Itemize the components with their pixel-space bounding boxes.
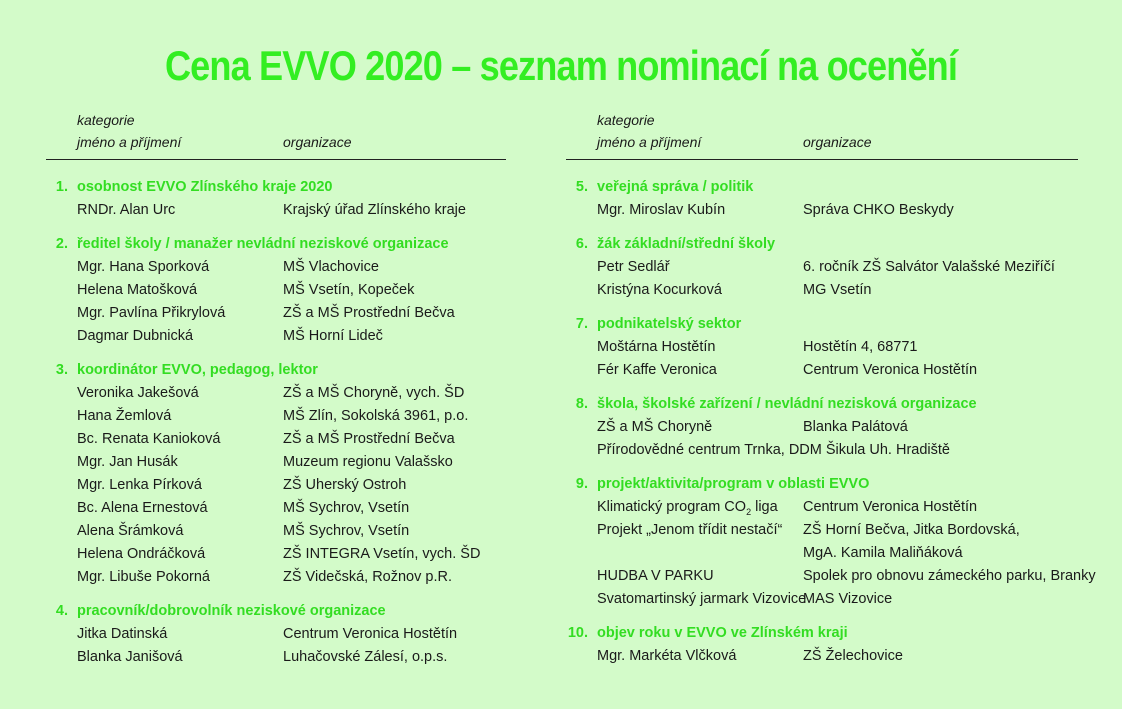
nominee-organization: MŠ Vsetín, Kopeček bbox=[283, 282, 415, 298]
nominee-organization: Muzeum regionu Valašsko bbox=[283, 454, 453, 470]
category-heading bbox=[566, 175, 1078, 198]
nominee-organization: ZŠ INTEGRA Vsetín, vych. ŠD bbox=[283, 546, 481, 562]
category-label: ředitel školy / manažer nevládní neziskové organizace bbox=[77, 236, 449, 252]
nominee-row bbox=[46, 324, 506, 347]
nominee-row bbox=[46, 473, 506, 496]
category-number: 3. bbox=[55, 362, 68, 378]
nominee-name bbox=[597, 499, 778, 517]
header-organization: organizace bbox=[283, 134, 352, 150]
category-gap bbox=[566, 221, 1078, 232]
category-heading bbox=[46, 599, 506, 622]
nominee-row bbox=[566, 541, 1078, 564]
nominee-row bbox=[46, 198, 506, 221]
nominee-name: ZŠ a MŠ Choryně bbox=[597, 419, 713, 435]
nominee-name: Mgr. Markéta Vlčková bbox=[597, 648, 737, 664]
nominee-name: Petr Sedlář bbox=[597, 259, 670, 275]
category-heading bbox=[46, 175, 506, 198]
header-category: kategorie bbox=[77, 112, 135, 128]
nominee-name: Helena Ondráčková bbox=[77, 546, 206, 562]
category-gap bbox=[566, 610, 1078, 621]
right-list bbox=[566, 160, 1096, 667]
nominee-name: Svatomartinský jarmark Vizovice bbox=[597, 591, 807, 607]
category-label: pracovník/dobrovolník neziskové organizace bbox=[77, 603, 386, 619]
nominee-row bbox=[46, 255, 506, 278]
category-gap bbox=[566, 301, 1078, 312]
nominee-organization: Centrum Veronica Hostětín bbox=[803, 499, 978, 515]
category-number: 1. bbox=[55, 179, 68, 195]
nominee-organization: ZŠ Horní Bečva, Jitka Bordovská, bbox=[803, 522, 1020, 538]
nominee-row bbox=[566, 335, 1078, 358]
nominee-row bbox=[566, 587, 1078, 610]
category-heading bbox=[46, 358, 506, 381]
nominee-organization: Spolek pro obnovu zámeckého parku, Branky bbox=[803, 568, 1096, 584]
nominee-row bbox=[46, 622, 506, 645]
nominee-name: Alena Šrámková bbox=[77, 523, 184, 539]
left-column bbox=[46, 112, 506, 668]
nominee-name: Projekt „Jenom třídit nestačí“ bbox=[597, 522, 783, 538]
column-header bbox=[46, 112, 506, 156]
nominee-organization: MŠ Sychrov, Vsetín bbox=[283, 500, 410, 516]
category-number: 8. bbox=[575, 396, 588, 412]
nominee-name: Bc. Renata Kanioková bbox=[77, 431, 221, 447]
nominee-organization: MŠ Sychrov, Vsetín bbox=[283, 523, 410, 539]
category-number: 7. bbox=[575, 316, 588, 332]
category-number: 2. bbox=[55, 236, 68, 252]
nominee-row bbox=[46, 301, 506, 324]
nominee-name: Moštárna Hostětín bbox=[597, 339, 716, 355]
header-name: jméno a příjmení bbox=[597, 134, 702, 150]
nominee-name: Mgr. Libuše Pokorná bbox=[77, 569, 210, 585]
nominee-row bbox=[566, 438, 1078, 461]
nominee-organization: MŠ Horní Lideč bbox=[283, 328, 383, 344]
nominee-name: HUDBA V PARKU bbox=[597, 568, 714, 584]
category-gap bbox=[46, 221, 506, 232]
nominee-organization: Blanka Palátová bbox=[803, 419, 908, 435]
nominee-organization: ZŠ Videčská, Rožnov p.R. bbox=[283, 569, 452, 585]
nominee-organization: ZŠ a MŠ Prostřední Bečva bbox=[283, 431, 455, 447]
category-heading bbox=[566, 232, 1078, 255]
category-number: 10. bbox=[567, 625, 588, 641]
nominee-row bbox=[566, 495, 1078, 518]
nominee-organization: Správa CHKO Beskydy bbox=[803, 202, 954, 218]
right-column bbox=[566, 112, 1096, 667]
category-gap bbox=[566, 461, 1078, 472]
nominee-organization: MgA. Kamila Maliňáková bbox=[803, 545, 963, 561]
left-list bbox=[46, 160, 506, 668]
nominee-row bbox=[566, 644, 1078, 667]
nominee-organization: Hostětín 4, 68771 bbox=[803, 339, 918, 355]
nominee-organization: Krajský úřad Zlínského kraje bbox=[283, 202, 466, 218]
nominee-row bbox=[46, 496, 506, 519]
nominee-name: Kristýna Kocurková bbox=[597, 282, 722, 298]
category-label: projekt/aktivita/program v oblasti EVVO bbox=[597, 476, 870, 492]
nominee-row bbox=[46, 542, 506, 565]
nominee-name: Bc. Alena Ernestová bbox=[77, 500, 208, 516]
nominee-row bbox=[46, 427, 506, 450]
category-heading bbox=[566, 392, 1078, 415]
nominee-name: Helena Matošková bbox=[77, 282, 198, 298]
category-heading bbox=[566, 472, 1078, 495]
category-heading bbox=[46, 232, 506, 255]
nominee-name: RNDr. Alan Urc bbox=[77, 202, 176, 218]
category-heading bbox=[566, 312, 1078, 335]
nominee-organization: MAS Vizovice bbox=[803, 591, 893, 607]
category-label: objev roku v EVVO ve Zlínském kraji bbox=[597, 625, 848, 641]
nominee-row bbox=[46, 565, 506, 588]
nominee-row bbox=[566, 415, 1078, 438]
nominee-name: Fér Kaffe Veronica bbox=[597, 362, 717, 378]
nominee-name: Dagmar Dubnická bbox=[77, 328, 194, 344]
category-label: škola, školské zařízení / nevládní nezisková organizace bbox=[597, 396, 977, 412]
nominee-row bbox=[46, 381, 506, 404]
nominee-name: Mgr. Pavlína Přikrylová bbox=[77, 305, 226, 321]
category-label: podnikatelský sektor bbox=[597, 316, 742, 332]
nominee-name: Veronika Jakešová bbox=[77, 385, 199, 401]
nominee-name: Hana Žemlová bbox=[77, 408, 172, 424]
header-category: kategorie bbox=[597, 112, 655, 128]
category-number: 5. bbox=[575, 179, 588, 195]
nominee-row bbox=[566, 278, 1078, 301]
category-label: osobnost EVVO Zlínského kraje 2020 bbox=[77, 179, 333, 195]
page-title: Cena EVVO 2020 – seznam nominací na ocenění bbox=[164, 42, 958, 89]
category-number: 4. bbox=[55, 603, 68, 619]
nominee-organization: MŠ Vlachovice bbox=[283, 259, 379, 275]
nominee-organization: Centrum Veronica Hostětín bbox=[283, 626, 458, 642]
category-number: 6. bbox=[575, 236, 588, 252]
nominee-name-subscript: 2 bbox=[746, 506, 752, 517]
nominee-row bbox=[46, 519, 506, 542]
nominee-name: Mgr. Miroslav Kubín bbox=[597, 202, 726, 218]
nominee-organization: Centrum Veronica Hostětín bbox=[803, 362, 978, 378]
nominee-organization: MŠ Zlín, Sokolská 3961, p.o. bbox=[283, 408, 469, 424]
category-label: koordinátor EVVO, pedagog, lektor bbox=[77, 362, 318, 378]
nominee-name: Jitka Datinská bbox=[77, 626, 168, 642]
header-name: jméno a příjmení bbox=[77, 134, 182, 150]
nominee-organization: MG Vsetín bbox=[803, 282, 872, 298]
category-label: veřejná správa / politik bbox=[597, 179, 754, 195]
nominee-organization: ZŠ a MŠ Choryně, vych. ŠD bbox=[283, 385, 465, 401]
nominee-organization: 6. ročník ZŠ Salvátor Valašské Meziříčí bbox=[803, 259, 1055, 275]
nominee-organization: Luhačovské Zálesí, o.p.s. bbox=[283, 649, 448, 665]
nominee-organization: ZŠ Uherský Ostroh bbox=[283, 477, 407, 493]
nominee-name: Mgr. Lenka Pírková bbox=[77, 477, 202, 493]
nominee-row bbox=[566, 518, 1078, 541]
nominee-name: Mgr. Hana Sporková bbox=[77, 259, 210, 275]
nominee-name: Mgr. Jan Husák bbox=[77, 454, 178, 470]
nominee-row bbox=[566, 358, 1078, 381]
category-heading bbox=[566, 621, 1078, 644]
nominee-organization: ZŠ Želechovice bbox=[803, 648, 903, 664]
nominee-row bbox=[46, 278, 506, 301]
nominee-name: Blanka Janišová bbox=[77, 649, 183, 665]
nominee-name-part: Klimatický program CO bbox=[597, 499, 747, 515]
nominee-organization: ZŠ a MŠ Prostřední Bečva bbox=[283, 305, 455, 321]
category-gap bbox=[46, 588, 506, 599]
category-number: 9. bbox=[575, 476, 588, 492]
category-label: žák základní/střední školy bbox=[597, 236, 776, 252]
nominee-row bbox=[46, 450, 506, 473]
header-organization: organizace bbox=[803, 134, 872, 150]
column-header bbox=[566, 112, 1078, 156]
category-gap bbox=[566, 381, 1078, 392]
nominee-name-part: liga bbox=[751, 499, 778, 515]
nominee-row bbox=[566, 198, 1078, 221]
category-gap bbox=[46, 347, 506, 358]
nominee-name: Přírodovědné centrum Trnka, DDM Šikula Uh. Hradiště bbox=[597, 442, 950, 458]
nominee-row bbox=[566, 564, 1096, 587]
nominee-row bbox=[46, 645, 506, 668]
nominee-row bbox=[566, 255, 1078, 278]
nominee-row bbox=[46, 404, 506, 427]
